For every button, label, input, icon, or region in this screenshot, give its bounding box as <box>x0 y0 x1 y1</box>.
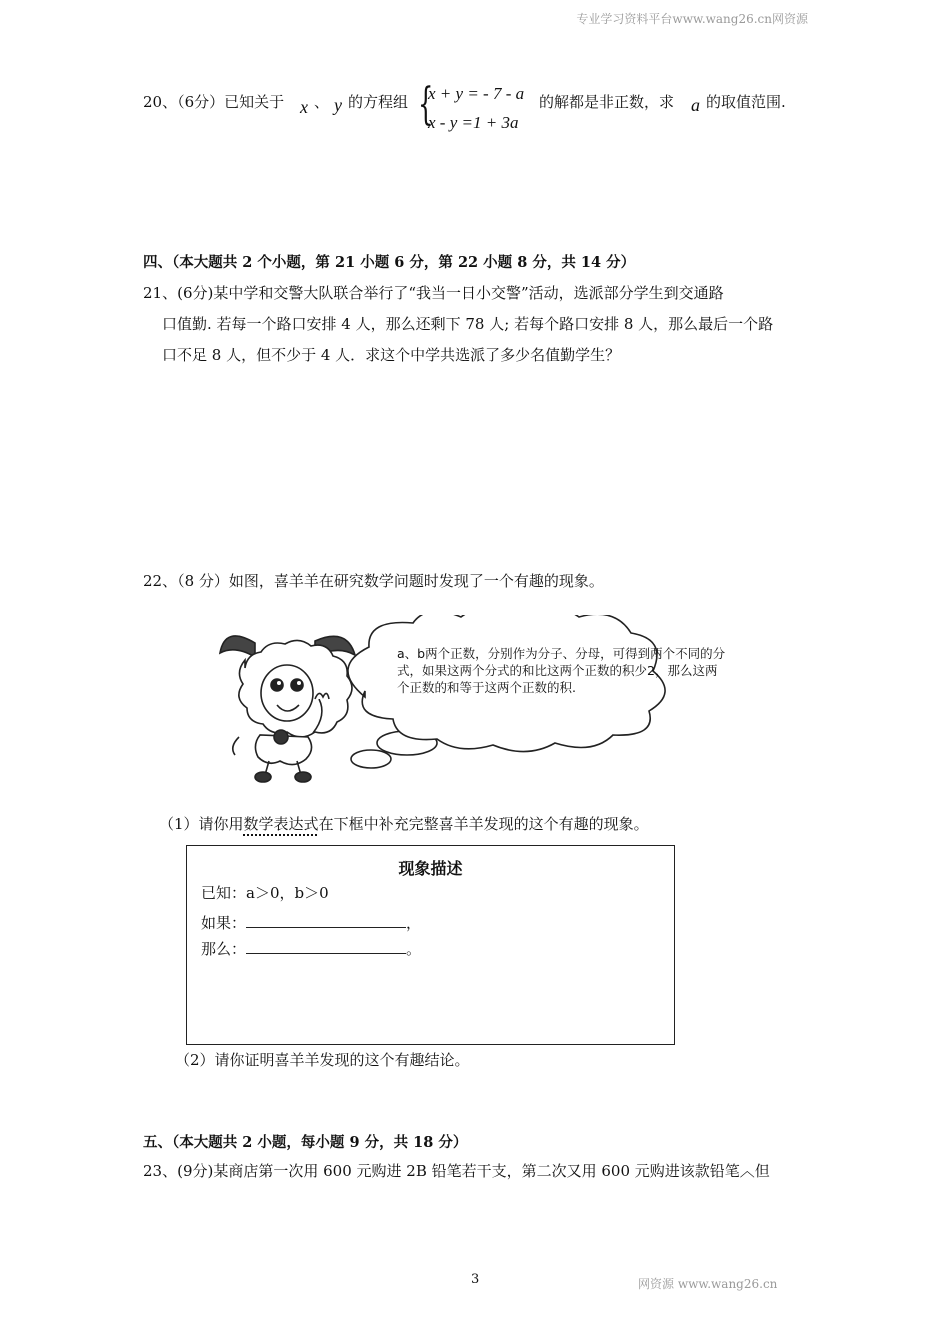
q20-var-x: x <box>300 97 308 117</box>
system-brace: { <box>418 79 434 130</box>
q20-suffix2: 的取值范围. <box>706 93 786 111</box>
box-known: 已知：a＞0，b＞0 <box>201 884 329 902</box>
q20-prefix: 20、（6分）已知关于 <box>143 93 285 111</box>
sheep-figure <box>220 636 355 782</box>
section-4-title: 四、（本大题共 2 个小题，第 21 小题 6 分，第 22 小题 8 分，共 14 分） <box>143 254 636 271</box>
q23-line-1: 23、(9分)某商店第一次用 600 元购进 2B 铅笔若干支，第二次又用 600 元购进该款铅笔︿但 <box>143 1162 770 1180</box>
box-if-label: 如果： <box>201 914 247 932</box>
if-blank[interactable] <box>246 913 406 928</box>
page-number: 3 <box>471 1272 480 1287</box>
q21-line-2: 口值勤. 若每一个路口安排 4 人，那么还剩下 78 人; 若每个路口安排 8 人，那么最后一个路 <box>162 315 774 333</box>
q22-line-1: 22、（8 分）如图，喜羊羊在研究数学问题时发现了一个有趣的现象。 <box>143 572 604 590</box>
pleasant-goat-illustration <box>215 615 760 785</box>
q21-line-3: 口不足 8 人，但不少于 4 人．求这个中学共选派了多少名值勤学生？ <box>162 346 621 364</box>
page-header: 专业学习资料平台www.wang26.cn网资源 <box>576 12 808 26</box>
q22-part-1 <box>159 813 649 834</box>
q21-line-1: 21、(6分)某中学和交警大队联合举行了“我当一日小交警”活动，选派部分学生到交通路 <box>143 284 724 302</box>
section-5-title: 五、（本大题共 2 小题，每小题 9 分，共 18 分） <box>143 1134 468 1151</box>
box-then-end: 。 <box>406 940 422 958</box>
q22-part-1-emphasis: 数学表达式 <box>243 815 319 833</box>
box-if-line <box>201 912 421 933</box>
page-footer: 网资源 www.wang26.cn <box>638 1277 778 1291</box>
q20-sep: 、 <box>314 93 330 111</box>
q22-part-1-pre: （1）请你用 <box>159 815 244 833</box>
then-blank[interactable] <box>246 939 406 954</box>
q20-equation-1: x + y = - 7 - a <box>428 84 525 103</box>
q20-var-a: a <box>691 95 700 115</box>
q20-equation-2: x - y =1 + 3a <box>428 113 519 132</box>
q20-var-y: y <box>334 95 342 115</box>
q22-part-1-post: 在下框中补充完整喜羊羊发现的这个有趣的现象。 <box>318 815 649 833</box>
q20-suffix1: 的解都是非正数，求 <box>539 93 675 111</box>
box-then-label: 那么： <box>201 940 247 958</box>
q22-part-2: （2）请你证明喜羊羊发现的这个有趣结论。 <box>175 1051 470 1069</box>
phenomenon-box <box>186 845 675 1045</box>
box-title: 现象描述 <box>398 859 463 878</box>
q20-mid: 的方程组 <box>348 93 409 111</box>
cloud-text: a、b两个正数，分别作为分子、分母，可得到两个不同的分式，如果这两个分式的和比这两个正数的积少2，那么这两个正数的和等于这两个正数的积. <box>397 646 726 695</box>
box-if-end: ， <box>406 914 422 932</box>
box-then-line <box>201 938 421 959</box>
